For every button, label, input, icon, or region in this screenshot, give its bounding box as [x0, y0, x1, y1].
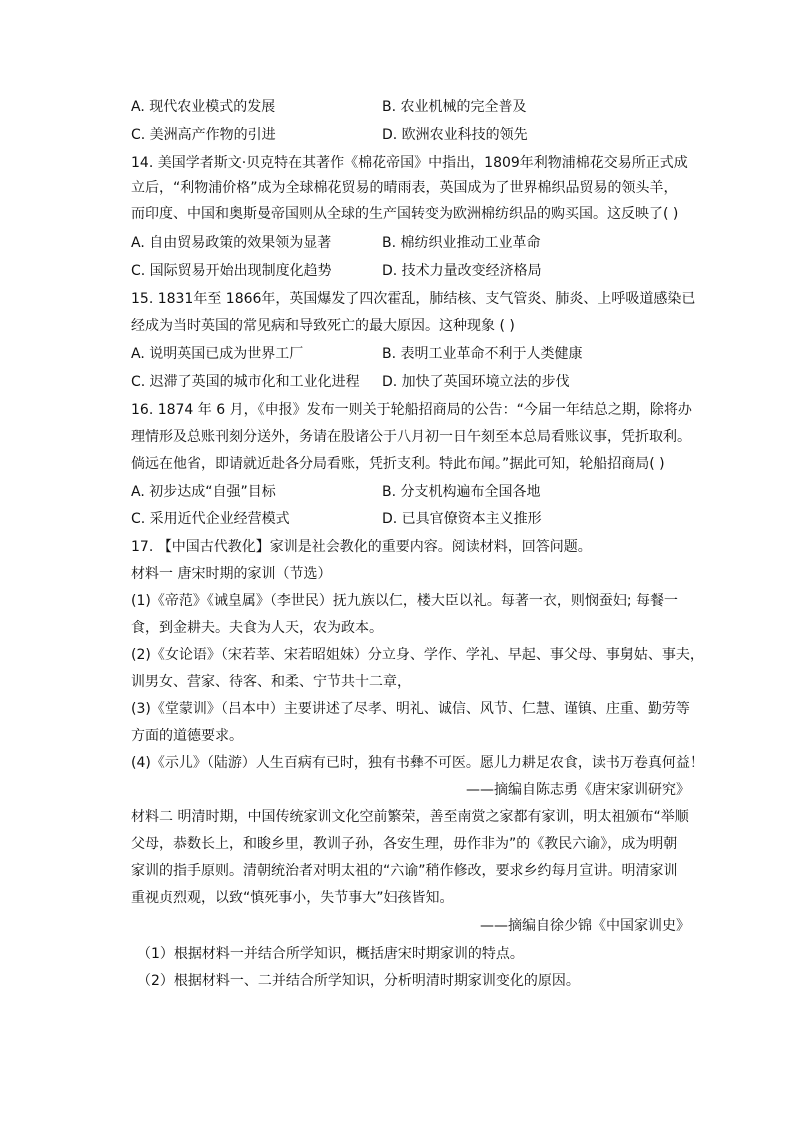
material-1-line-4: 训男女、营家、待客、和柔、宁节共十二章， — [131, 674, 411, 690]
material-2-line-4: 重视贞烈观，以致“慎死事小，失节事大”妇孩皆知。 — [131, 890, 454, 906]
q14-option-d: D. 技术力量改变经济格局 — [382, 263, 542, 279]
q16-option-b: B. 分支机构遍布全国各地 — [382, 484, 541, 500]
q15-option-a: A. 说明英国已成为世界工厂 — [131, 346, 304, 362]
material-1-line-7: (4)《示儿》（陆游）人生百病有已时，独有书彝不可医。愿儿力耕足农食，读书万卷真何益！ — [131, 755, 704, 771]
q16-stem-line-1: 16. 1874 年 6 月，《申报》发布一则关于轮船招商局的公告：“今届一年结总之期，除将办 — [131, 402, 692, 418]
q13-option-d: D. 欧洲农业科技的领先 — [382, 127, 528, 143]
q13-option-a: A. 现代农业模式的发展 — [131, 99, 276, 115]
material-2-line-3: 家训的指手原则。清朝统治者对明太祖的“六谕”稍作修改，要求乡约每月宣讲。明清家训 — [131, 863, 678, 879]
q15-option-d: D. 加快了英国环境立法的步伐 — [382, 374, 570, 390]
material-1-source: ——摘编自陈志勇《唐宋家训研究》 — [466, 782, 690, 798]
material-1-line-2: 食，到金耕夫。夫食为人天，农为政本。 — [131, 620, 383, 636]
material-1-title: 材料一 唐宋时期的家训（节选） — [131, 566, 332, 582]
q16-option-c: C. 采用近代企业经营模式 — [131, 511, 290, 527]
q13-option-c: C. 美洲高产作物的引进 — [131, 127, 276, 143]
q14-option-c: C. 国际贸易开始出现制度化趋势 — [131, 263, 332, 279]
q16-stem-line-2: 理情形及总账刊刻分送外，务请在股诸公于八月初一日午刻至本总局看账议事，凭折取利。 — [131, 429, 691, 445]
material-2-source: ——摘编自徐少锦《中国家训史》 — [480, 918, 690, 934]
q14-stem-line-1: 14. 美国学者斯文·贝克特在其著作《棉花帝国》中指出，1809年利物浦棉花交易所正式成 — [131, 155, 688, 171]
q14-option-b: B. 棉纺织业推动工业革命 — [382, 235, 541, 251]
material-1-line-6: 方面的道德要求。 — [131, 728, 243, 744]
q16-option-d: D. 已具官僚资本主义推形 — [382, 511, 542, 527]
q14-stem-line-2: 立后，“利物浦价格”成为全球棉花贸易的晴雨表，英国成为了世界棉织品贸易的领头羊， — [131, 180, 678, 196]
material-2-line-2: 父母，恭数长上，和睃乡里，教训子孙，各安生理，毋作非为”的《教民六谕》，成为明朝 — [131, 836, 678, 852]
q15-stem-line-2: 经成为当时英国的常见病和导致死亡的最大原因。这种现象 ( ) — [131, 318, 515, 334]
q17-sub-question-2: （2）根据材料一、二并结合所学知识，分析明清时期家训变化的原因。 — [137, 973, 580, 989]
q14-option-a: A. 自由贸易政策的效果领为显著 — [131, 235, 332, 251]
q17-sub-question-1: （1）根据材料一并结合所学知识，概括唐宋时期家训的特点。 — [137, 946, 524, 962]
q13-option-b: B. 农业机械的完全普及 — [382, 99, 527, 115]
material-1-line-1: (1)《帝范》《诫皇属》（李世民）抚九族以仁，楼大臣以礼。每著一衣，则悯蚕妇; 每餐一 — [131, 593, 678, 609]
material-1-line-3: (2)《女论语》（宋若莘、宋若昭姐妹）分立身、学作、学礼、早起、事父母、事舅姑、事夫， — [131, 647, 704, 663]
q14-stem-line-3: 而印度、中国和奥斯曼帝国则从全球的生产国转变为欧洲棉纺织品的购买国。这反映了( ) — [131, 206, 679, 222]
q15-option-b: B. 表明工业革命不利于人类健康 — [382, 346, 583, 362]
material-2-line-1: 材料二 明清时期，中国传统家训文化空前繁荣，善至南赏之家都有家训，明太祖颁布“举顺 — [131, 809, 689, 825]
q15-stem-line-1: 15. 1831年至 1866年，英国爆发了四次霍乱，肺结核、支气管炎、肺炎、上呼吸道感染已 — [131, 291, 696, 307]
q16-option-a: A. 初步达成“自强”目标 — [131, 484, 276, 500]
material-1-line-5: (3)《堂蒙训》（吕本中）主要讲述了尽孝、明礼、诚信、风节、仁慧、谨镇、庄重、勤劳等 — [131, 701, 690, 717]
q15-option-c: C. 迟滞了英国的城市化和工业化进程 — [131, 374, 360, 390]
q16-stem-line-3: 倘远在他省，即请就近赴各分局看账，凭折支利。特此布闻。”据此可知，轮船招商局( ) — [131, 456, 665, 472]
q17-intro: 17. 【中国古代教化】家训是社会教化的重要内容。阅读材料，回答问题。 — [131, 539, 592, 555]
